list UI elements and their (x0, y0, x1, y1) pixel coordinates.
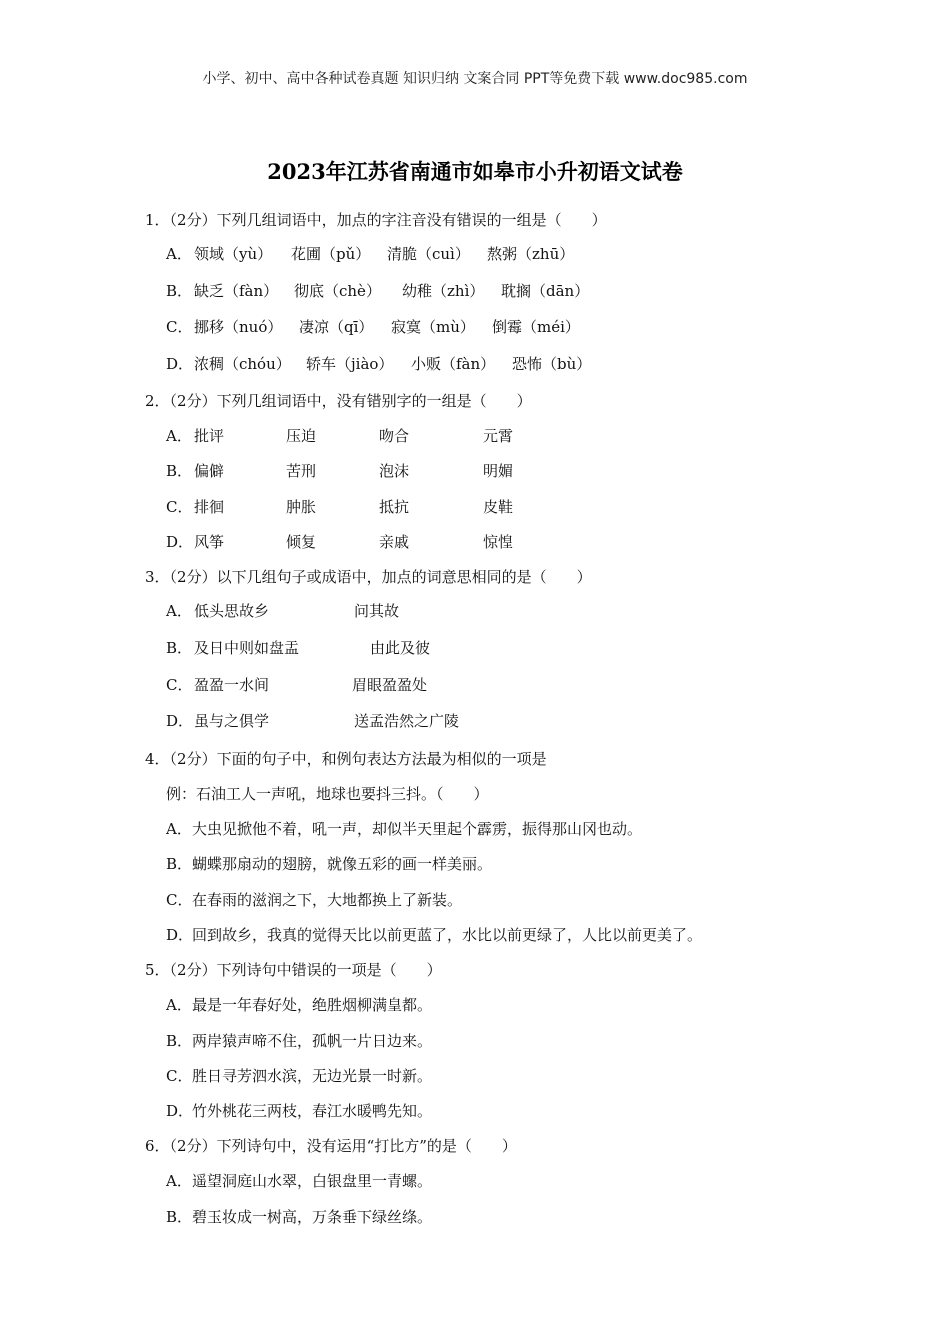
question-4-option-d (166, 924, 702, 946)
option-word: 小贩（fàn） (411, 355, 496, 373)
option-word: 泡沫 (379, 462, 410, 480)
question-4-option-c (166, 889, 462, 911)
option-word: 寂寞（mù） (391, 318, 475, 336)
option-word: 排徊 (194, 498, 225, 516)
option-word: 压迫 (286, 427, 317, 445)
question-1-option-d (166, 353, 592, 375)
option-text: 大虫见掀他不着，吼一声，却似半天里起个霹雳，振得那山冈也动。 (192, 820, 643, 838)
option-word: 熬粥（zhū） (487, 245, 575, 263)
option-text: 蝴蝶那扇动的翅膀，就像五彩的画一样美丽。 (192, 855, 493, 873)
question-5-stem: 5．（2分）下列诗句中错误的一项是（ ） (145, 961, 442, 979)
option-label: B． (166, 1032, 193, 1050)
option-word: 明媚 (483, 462, 514, 480)
question-4-stem: 4．（2分）下面的句子中，和例句表达方法最为相似的一项是 (145, 750, 547, 768)
option-text: 回到故乡，我真的觉得天比以前更蓝了，水比以前更绿了，人比以前更美了。 (192, 926, 703, 944)
option-text: 胜日寻芳泗水滨，无边光景一时新。 (192, 1067, 433, 1085)
site-header: 小学、初中、高中各种试卷真题 知识归纳 文案合同 PPT等免费下载 www.doc985.com (202, 71, 748, 87)
option-label: A． (166, 602, 192, 620)
question-1-stem: 1．（2分）下列几组词语中，加点的字注音没有错误的一组是（ ） (145, 211, 607, 229)
question-2-stem: 2．（2分）下列几组词语中，没有错别字的一组是（ ） (145, 392, 532, 410)
option-word: 苦刑 (286, 462, 317, 480)
option-label: B． (166, 855, 193, 873)
option-label: D． (166, 533, 194, 551)
option-label: D． (166, 926, 194, 944)
option-word: 批评 (194, 427, 225, 445)
question-2-option-d (166, 531, 514, 553)
page-title: 2023年江苏省南通市如皋市小升初语文试卷 (267, 159, 683, 184)
option-label: B． (166, 1208, 193, 1226)
option-word: 浓稠（chóu） (194, 355, 291, 373)
option-word: 领域（yù） (194, 245, 273, 263)
option-word: 倾复 (286, 533, 317, 551)
option-phrase: 问其故 (354, 602, 400, 620)
option-label: D． (166, 712, 194, 730)
option-text: 遥望洞庭山水翠，白银盘里一青螺。 (192, 1172, 433, 1190)
option-label: D． (166, 1102, 194, 1120)
option-text: 最是一年春好处，绝胜烟柳满皇都。 (192, 996, 433, 1014)
option-label: A． (166, 245, 192, 263)
question-2-option-b (166, 460, 514, 482)
question-1-option-a (166, 243, 575, 265)
question-1-option-b (166, 280, 590, 302)
option-label: B． (166, 639, 193, 657)
question-3-stem: 3．（2分）以下几组句子或成语中，加点的词意思相同的是（ ） (145, 568, 592, 586)
option-phrase: 虽与之俱学 (194, 712, 270, 730)
option-text: 竹外桃花三两枝，春江水暖鸭先知。 (192, 1102, 433, 1120)
option-word: 耽搁（dān） (501, 282, 590, 300)
option-word: 肿胀 (286, 498, 317, 516)
option-label: B． (166, 282, 193, 300)
option-label: A． (166, 820, 192, 838)
question-6-option-b (166, 1206, 432, 1228)
question-2-option-c (166, 496, 514, 518)
option-phrase: 及日中则如盘盂 (194, 639, 300, 657)
option-phrase: 送孟浩然之广陵 (354, 712, 460, 730)
question-6-stem: 6．（2分）下列诗句中，没有运用“打比方”的是（ ） (145, 1137, 517, 1155)
option-word: 花圃（pǔ） (291, 245, 371, 263)
option-word: 幼稚（zhì） (402, 282, 485, 300)
option-word: 风筝 (194, 533, 225, 551)
option-word: 吻合 (379, 427, 410, 445)
option-label: A． (166, 1172, 192, 1190)
question-4-option-a (166, 818, 642, 840)
option-word: 元霄 (483, 427, 514, 445)
option-text: 在春雨的滋润之下，大地都换上了新装。 (192, 891, 463, 909)
option-word: 轿车（jiào） (306, 355, 394, 373)
question-5-option-d (166, 1100, 432, 1122)
question-5-option-a (166, 994, 432, 1016)
question-5-option-b (166, 1030, 432, 1052)
option-word: 亲戚 (379, 533, 410, 551)
option-label: A． (166, 427, 192, 445)
question-1-option-c (166, 316, 580, 338)
option-label: C． (166, 1067, 193, 1085)
option-word: 皮鞋 (483, 498, 514, 516)
option-label: B． (166, 462, 193, 480)
option-label: C． (166, 498, 193, 516)
option-word: 挪移（nuó） (194, 318, 283, 336)
option-phrase: 盈盈一水间 (194, 676, 270, 694)
option-label: A． (166, 996, 192, 1014)
option-word: 缺乏（fàn） (194, 282, 279, 300)
option-label: C． (166, 318, 193, 336)
option-word: 倒霉（méi） (492, 318, 580, 336)
option-word: 清脆（cuì） (387, 245, 470, 263)
option-phrase: 眉眼盈盈处 (352, 676, 428, 694)
option-word: 抵抗 (379, 498, 410, 516)
question-3-option-b (166, 637, 431, 659)
question-2-option-a (166, 425, 514, 447)
question-4-option-b (166, 853, 492, 875)
question-3-option-c (166, 674, 428, 696)
option-label: C． (166, 676, 193, 694)
option-label: D． (166, 355, 194, 373)
option-text: 两岸猿声啼不住，孤帆一片日边来。 (192, 1032, 433, 1050)
option-label: C． (166, 891, 193, 909)
option-word: 凄凉（qī） (299, 318, 374, 336)
option-word: 惊惶 (483, 533, 514, 551)
option-word: 偏僻 (194, 462, 225, 480)
question-3-option-d (166, 710, 460, 732)
question-6-option-a (166, 1170, 432, 1192)
option-word: 恐怖（bù） (512, 355, 592, 373)
question-3-option-a (166, 600, 400, 622)
question-4-example: 例：石油工人一声吼，地球也要抖三抖。（ ） (166, 785, 489, 803)
question-5-option-c (166, 1065, 432, 1087)
option-phrase: 低头思故乡 (194, 602, 270, 620)
option-text: 碧玉妆成一树高，万条垂下绿丝绦。 (192, 1208, 433, 1226)
option-word: 彻底（chè） (294, 282, 381, 300)
option-phrase: 由此及彼 (370, 639, 431, 657)
